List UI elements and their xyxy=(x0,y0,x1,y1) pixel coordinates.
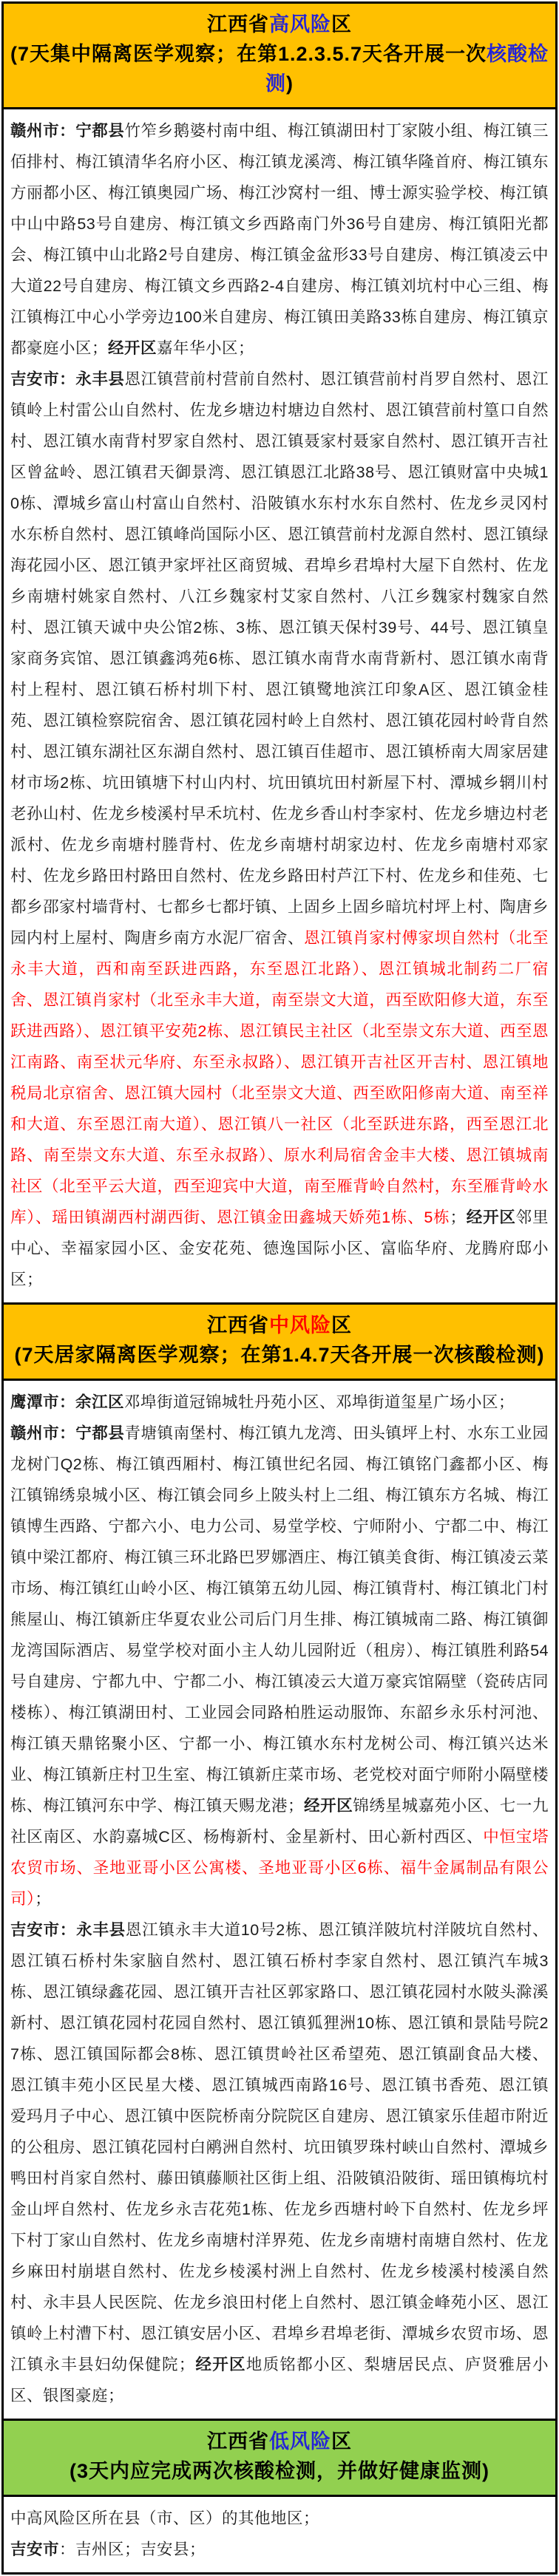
high-risk-body xyxy=(4,109,555,1305)
text-run: (3天内应完成两次核酸检测，并做好健康监测) xyxy=(70,2460,489,2482)
risk-table xyxy=(1,1,558,2575)
text-run: 江西省 xyxy=(207,2430,269,2453)
text-run: ) xyxy=(286,72,294,95)
text-run: 经开区 xyxy=(108,339,157,357)
text-run: 嘉年华小区； xyxy=(157,339,255,357)
text-run: 经开区 xyxy=(194,2356,246,2373)
paragraph xyxy=(10,2503,549,2534)
paragraph xyxy=(10,2534,549,2565)
high-risk-subtitle xyxy=(8,39,551,98)
text-run: 吉安市：永丰县 xyxy=(10,370,125,388)
text-run: 赣州市：宁都县 xyxy=(10,122,125,140)
text-run: 青塘镇南堡村、梅江镇九龙湾、田头镇坪上村、水东工业园龙树门Q2栋、梅江镇西厢村、梅江镇世纪名园、梅江镇铭门鑫都小区、梅江镇锦绣泉城小区、梅江镇会同乡上陂头村上二组、梅江镇东方名城、梅江镇博生西路、宁都六小、电力公司、易堂学校、宁师附小、宁都二中、梅江镇中梁江都府、梅江镇三环北路巴罗娜酒庄、梅江镇美食街、梅江镇凌云菜市场、梅江镇红山岭小区、梅江镇第五幼儿园、梅江镇背村、梅江镇北门村熊屋山、梅江镇新庄华夏农业公司后门月生排、梅江镇城南二路、梅江镇御龙湾国际酒店、易堂学校对面小主人幼儿园附近（租房）、梅江镇胜利路54号自建房、宁都九中、宁都二小、梅江镇凌云大道万豪宾馆隔壁（瓷砖店同楼栋）、梅江镇湖田村、工业园会同路柏胜运动服饰、东韶乡永乐村河池、梅江镇天鼎铭聚小区、宁都一小、梅江镇水东村龙树公司、梅江镇兴达米业、梅江镇新庄村卫生室、梅江镇新庄菜市场、老党校对面宁师附小隔壁楼栋、梅江镇河东中学、梅江镇天赐龙港； xyxy=(10,1424,549,1815)
text-run: 中风险 xyxy=(269,1314,331,1336)
text-run: 锦绣星城嘉苑小区、七一九社区南区、水韵嘉城C区、杨梅新村、金星新村、田心新村西区、 xyxy=(10,1797,549,1846)
text-run: 邻里中心、幸福家园小区、金安花苑、德逸国际小区、富临华府、龙腾府邸小区； xyxy=(10,1209,549,1288)
text-run: 吉安市 xyxy=(10,2541,60,2558)
low-risk-body xyxy=(4,2497,555,2572)
text-run: (7天集中隔离医学观察；在第1.2.3.5.7天各开展一次 xyxy=(10,43,487,65)
text-run: 经开区 xyxy=(304,1797,353,1815)
text-run: 地质铭都小区、梨塘居民点、庐贤雅居小区、银图豪庭； xyxy=(10,2356,549,2405)
low-risk-subtitle xyxy=(8,2456,551,2486)
mid-risk-title xyxy=(8,1311,551,1340)
text-run: 竹笮乡鹅婆村南中组、梅江镇湖田村丁家陂小组、梅江镇三佰排村、梅江镇清华名府小区、梅江镇龙溪湾、梅江镇华隆首府、梅江镇东方丽都小区、梅江镇奥园广场、梅江沙窝村一组、博士源实验学校、梅江镇中山中路53号自建房、梅江镇文乡西路南门外36号自建房、梅江镇阳光都会、梅江镇中山北路2号自建房、梅江镇金盆形33号自建房、梅江镇凌云中大道22号自建房、梅江镇文乡西路2-4自建房、梅江镇刘坑村中心三组、梅江镇梅江中心小学旁边100米自建房、梅江镇田美路33栋自建房、梅江镇京都豪庭小区； xyxy=(10,122,549,357)
mid-risk-body xyxy=(4,1381,555,2421)
low-risk-header xyxy=(4,2421,555,2497)
paragraph xyxy=(10,364,549,1295)
text-run: ：吉州区；吉安县； xyxy=(59,2541,206,2558)
paragraph xyxy=(10,1387,549,1418)
text-run: 恩江镇永丰大道10号2栋、恩江镇洋陂坑村洋陂坑自然村、恩江镇石桥村朱家脑自然村、恩江镇石桥村李家自然村、恩江镇汽车城3栋、恩江镇绿鑫花园、恩江镇开吉社区郭家路口、恩江镇花园村水陂头滁溪新村、恩江镇花园村花园自然村、恩江镇狐狸洲10栋、恩江镇和景陆号院27栋、恩江镇国际都会8栋、恩江镇贯岭社区希望苑、恩江镇副食品大楼、恩江镇丰苑小区民星大楼、恩江镇城西南路16号、恩江镇书香苑、恩江镇爱玛月子中心、恩江镇中医院桥南分院院区自建房、恩江镇家乐佳超市附近的公租房、恩江镇花园村白鹇洲自然村、坑田镇罗珠村峡山自然村、潭城乡鸭田村肖家自然村、藤田镇藤顺社区街上组、沿陂镇沿陂街、瑶田镇梅坑村金山坪自然村、佐龙乡永吉花苑1栋、佐龙乡西塘村岭下自然村、佐龙乡坪下村丁家山自然村、佐龙乡南塘村洋界苑、佐龙乡南塘村南塘自然村、佐龙乡麻田村崩堪自然村、佐龙乡棱溪村洲上自然村、佐龙乡棱溪村棱溪自然村、永丰县人民医院、佐龙乡浪田村佬上自然村、恩江镇金峰苑小区、恩江镇岭上村漕下村、恩江镇安居小区、君埠乡君埠老街、潭城乡农贸市场、恩江镇永丰县妇幼保健院； xyxy=(10,1921,549,2373)
text-run: 区 xyxy=(331,13,352,35)
text-run: 区 xyxy=(331,1314,352,1336)
text-run: (7天居家隔离医学观察；在第1.4.7天各开展一次核酸检测) xyxy=(14,1344,545,1366)
high-risk-title xyxy=(8,10,551,39)
text-run: ； xyxy=(35,1890,52,1908)
text-run: 低风险 xyxy=(269,2430,331,2453)
text-run: 鹰潭市：余江区 xyxy=(10,1393,125,1411)
text-run: 江西省 xyxy=(207,13,269,35)
low-risk-title xyxy=(8,2427,551,2456)
text-run: 恩江镇营前村营前自然村、恩江镇营前村肖罗自然村、恩江镇岭上村雷公山自然村、佐龙乡塘边村塘边自然村、恩江镇营前村篁口自然村、恩江镇水南背村罗家自然村、恩江镇聂家村聂家自然村、恩江镇开吉社区曾盆岭、恩江镇君天御景湾、恩江镇恩江北路38号、恩江镇财富中央城10栋、潭城乡富山村富山自然村、沿陂镇水东村水东自然村、佐龙乡灵冈村水东桥自然村、恩江镇峰尚国际小区、恩江镇营前村龙源自然村、恩江镇绿海花园小区、恩江镇尹家坪社区商贸城、君埠乡君埠村大屋下自然村、佐龙乡南塘村姚家自然村、八江乡魏家村艾家自然村、八江乡魏家村魏家自然村、恩江镇天诚中央公馆2栋、3栋、恩江镇天保村39号、44号、恩江镇皇家商务宾馆、恩江镇鑫鸿苑6栋、恩江镇水南背水南背新村、恩江镇水南背村上程村、恩江镇石桥村圳下村、恩江镇鹭地滨江印象A区、恩江镇金桂苑、恩江镇检察院宿舍、恩江镇花园村岭上自然村、恩江镇花园村岭背自然村、恩江镇东湖社区东湖自然村、恩江镇百佳超市、恩江镇桥南大周家居建材市场2栋、坑田镇塘下村山内村、坑田镇坑田村新屋下村、潭城乡辋川村老孙山村、佐龙乡棱溪村早禾坑村、佐龙乡香山村李家村、佐龙乡塘边村老派村、佐龙乡南塘村塍背村、佐龙乡南塘村胡家边村、佐龙乡南塘村邓家村、佐龙乡路田村路田自然村、佐龙乡路田村芦江下村、佐龙乡和佳苑、七都乡邵家村墙背村、七都乡七都圩镇、上固乡上固乡暗坑村坪上村、陶唐乡园内村上屋村、陶唐乡南方水泥厂宿舍、 xyxy=(10,370,549,947)
mid-risk-subtitle xyxy=(8,1340,551,1370)
paragraph xyxy=(10,1418,549,1914)
paragraph xyxy=(10,115,549,364)
text-run: 江西省 xyxy=(207,1314,269,1336)
high-risk-header xyxy=(4,4,555,109)
text-run: 吉安市：永丰县 xyxy=(10,1921,126,1939)
text-run: 邓埠街道冠锦城牡丹苑小区、邓埠街道玺星广场小区； xyxy=(124,1393,515,1411)
text-run: 经开区 xyxy=(466,1209,516,1226)
text-run: 中恒宝塔农贸市场、圣地亚哥小区公寓楼、圣地亚哥小区6栋、福牛金属制品有限公司） xyxy=(10,1828,549,1908)
text-run: 恩江镇肖家村傅家坝自然村（北至永丰大道，西和南至跃进西路，东至恩江北路）、恩江镇城北制药二厂宿舍、恩江镇肖家村（北至永丰大道，南至崇文大道，西至欧阳修大道，东至跃进西路）、恩江镇平安苑2栋、恩江镇民主社区（北至崇文东大道、西至恩江南路、南至状元华府、东至永叔路）、恩江镇开吉社区开吉村、恩江镇地税局北京宿舍、恩江镇大园村（北至崇文大道、西至欧阳修南大道、南至祥和大道、东至恩江南大道）、恩江镇八一社区（北至跃进东路，西至恩江北路、南至崇文东大道、东至永叔路）、原水利局宿舍金丰大楼、恩江镇城南社区（北至平云大道，西至迎宾中大道，南至雁背岭自然村，东至雁背岭水库）、瑶田镇湖西村湖西街、恩江镇金田鑫城天娇苑1栋、5栋 xyxy=(10,929,549,1226)
text-run: 赣州市：宁都县 xyxy=(10,1424,125,1442)
text-run: 区 xyxy=(331,2430,352,2453)
text-run: 中高风险区所在县（市、区）的其他地区； xyxy=(10,2509,320,2527)
mid-risk-header xyxy=(4,1305,555,1381)
text-run: 核酸检测 xyxy=(265,43,549,95)
text-run: 高风险 xyxy=(269,13,331,35)
paragraph xyxy=(10,1914,549,2411)
text-run: ； xyxy=(450,1209,467,1226)
